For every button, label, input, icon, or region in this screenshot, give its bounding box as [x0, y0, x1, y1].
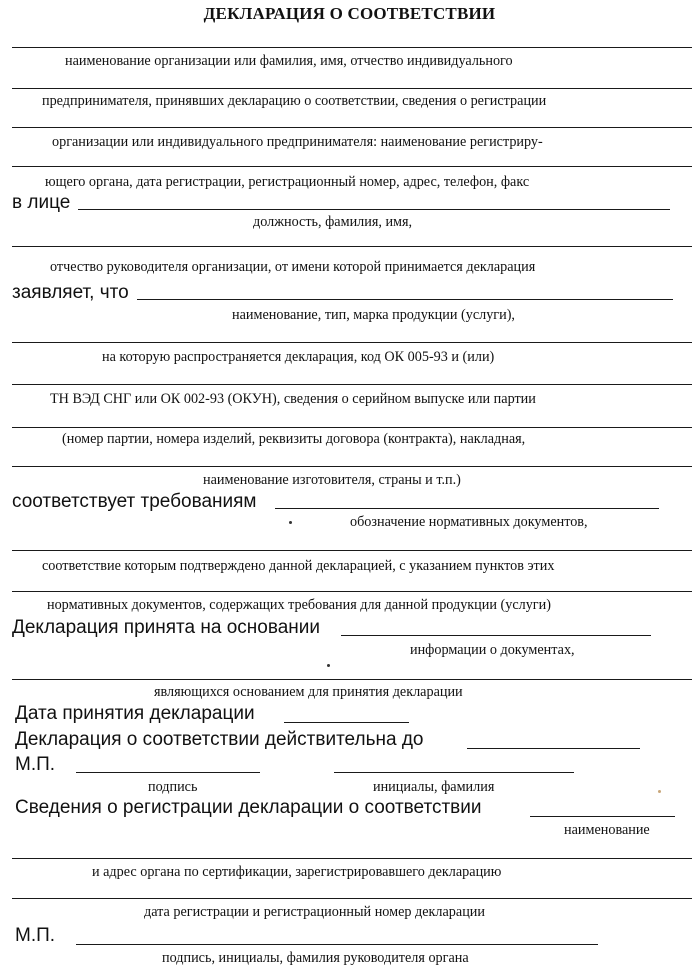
- caption-initials: инициалы, фамилия: [373, 779, 495, 795]
- caption-batch: (номер партии, номера изделий, реквизиты договора (контракта), накладная,: [62, 431, 526, 447]
- applicant-line-4[interactable]: [12, 166, 692, 167]
- label-zayavlyaet: заявляет, что: [12, 282, 129, 303]
- registration-line[interactable]: [530, 816, 675, 817]
- head-signature-line[interactable]: [76, 944, 598, 945]
- label-data-prinyatiya: Дата принятия декларации: [15, 703, 255, 724]
- caption-applicant-2: предпринимателя, принявших декларацию о соответствии, сведения о регистрации: [42, 93, 547, 109]
- registration-line-2[interactable]: [12, 858, 692, 859]
- caption-applicant-4: ющего органа, дата регистрации, регистрационный номер, адрес, телефон, факс: [45, 174, 530, 190]
- caption-product: наименование, тип, марка продукции (услуги),: [232, 307, 515, 323]
- requirements-line-2[interactable]: [12, 550, 692, 551]
- requirements-line[interactable]: [275, 508, 659, 509]
- caption-basis: являющихся основанием для принятия декларации: [154, 684, 463, 700]
- label-deystvitelna: Декларация о соответствии действительна до: [15, 729, 424, 750]
- applicant-line-3[interactable]: [12, 127, 692, 128]
- scan-speck: [289, 521, 292, 524]
- page-title: ДЕКЛАРАЦИЯ О СООТВЕТСТВИИ: [203, 4, 496, 23]
- label-mp-1: М.П.: [15, 754, 56, 775]
- caption-head-name: отчество руководителя организации, от имени которой принимается декларация: [50, 259, 536, 275]
- scan-speck-2: [327, 664, 330, 667]
- caption-head-signature: подпись, инициалы, фамилия руководителя органа: [162, 950, 469, 966]
- initials-line[interactable]: [334, 772, 574, 773]
- applicant-line-2[interactable]: [12, 88, 692, 89]
- caption-applicant-name: наименование организации или фамилия, имя, отчество индивидуального: [65, 53, 513, 69]
- representative-line[interactable]: [78, 209, 670, 210]
- basis-line-2[interactable]: [12, 679, 692, 680]
- caption-norm-docs-2: нормативных документов, содержащих требования для данной продукции (услуги): [47, 597, 551, 613]
- caption-cert-body-name: наименование: [564, 822, 650, 838]
- caption-manufacturer: наименование изготовителя, страны и т.п.): [203, 472, 461, 488]
- caption-position: должность, фамилия, имя,: [253, 214, 413, 230]
- caption-reg-date-number: дата регистрации и регистрационный номер декларации: [144, 904, 485, 920]
- label-mp-2: М.П.: [15, 925, 56, 946]
- caption-cert-body-address: и адрес органа по сертификации, зарегистрировавшего декларацию: [92, 864, 502, 880]
- label-prinyata: Декларация принята на основании: [12, 617, 321, 638]
- label-svedeniya: Сведения о регистрации декларации о соответствии: [15, 797, 482, 818]
- label-sootvetstvuet: соответствует требованиям: [12, 491, 257, 512]
- representative-line-2[interactable]: [12, 246, 692, 247]
- caption-signature: подпись: [148, 779, 198, 795]
- applicant-name-line[interactable]: [12, 47, 692, 48]
- caption-norm-docs: обозначение нормативных документов,: [350, 514, 588, 530]
- caption-tn-ved: ТН ВЭД СНГ или ОК 002-93 (ОКУН), сведения о серийном выпуске или партии: [50, 391, 536, 407]
- basis-line[interactable]: [341, 635, 651, 636]
- caption-product-code: на которую распространяется декларация, код ОК 005-93 и (или): [102, 349, 495, 365]
- signature-line[interactable]: [76, 772, 260, 773]
- caption-applicant-3: организации или индивидуального предпринимателя: наименование регистриру-: [52, 134, 543, 150]
- requirements-line-3[interactable]: [12, 591, 692, 592]
- product-line-3[interactable]: [12, 384, 692, 385]
- product-line-5[interactable]: [12, 466, 692, 467]
- caption-doc-info: информации о документах,: [410, 642, 575, 658]
- registration-line-3[interactable]: [12, 898, 692, 899]
- product-line-4[interactable]: [12, 427, 692, 428]
- scan-speck-3: [658, 790, 661, 793]
- caption-conformity: соответствие которым подтверждено данной декларацией, с указанием пунктов этих: [42, 558, 555, 574]
- product-line-2[interactable]: [12, 342, 692, 343]
- label-v-lice: в лице: [12, 192, 71, 213]
- valid-until-line[interactable]: [467, 748, 640, 749]
- product-line[interactable]: [137, 299, 673, 300]
- acceptance-date-line[interactable]: [284, 722, 409, 723]
